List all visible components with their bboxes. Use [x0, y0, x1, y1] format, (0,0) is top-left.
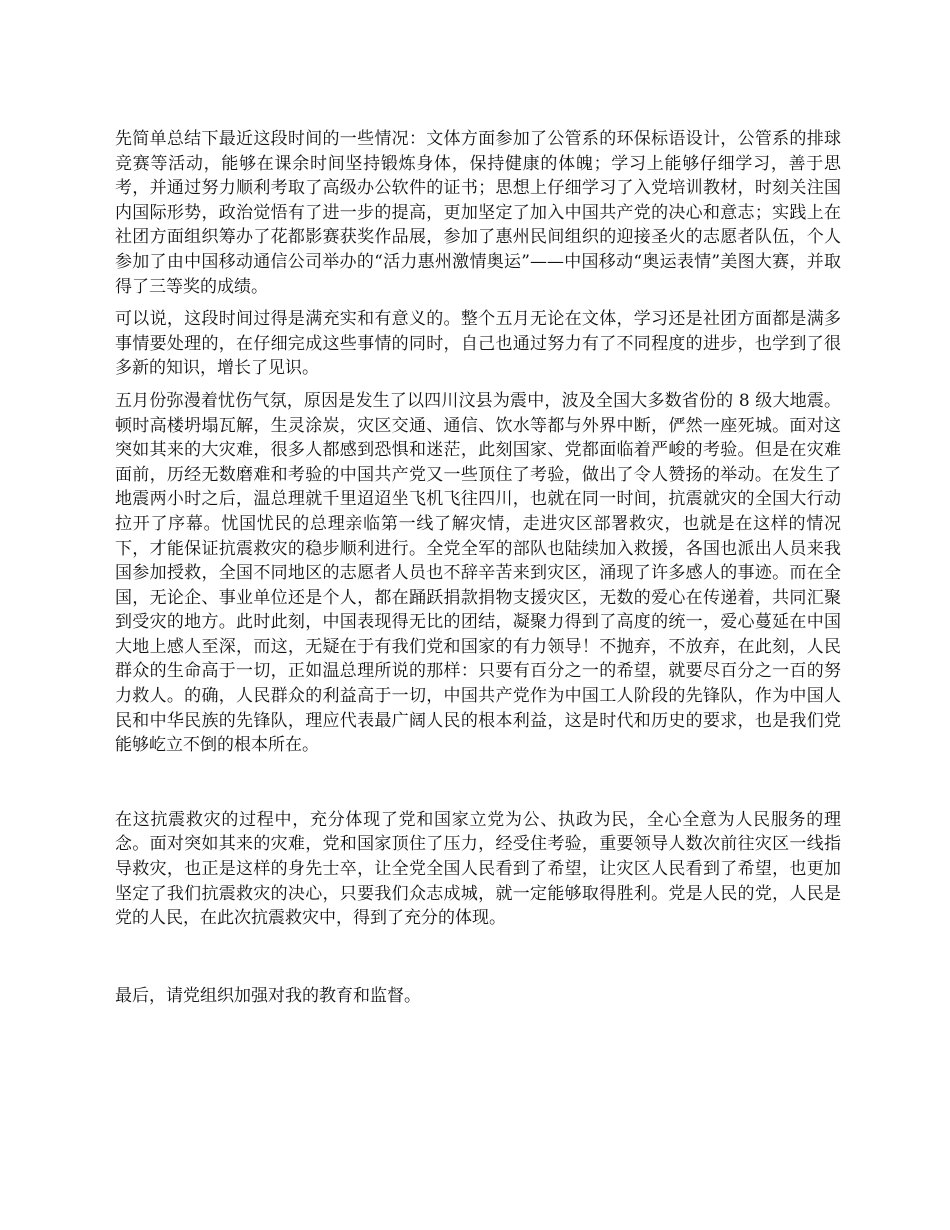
paragraph-relief-effort: 在这抗震救灾的过程中，充分体现了党和国家立党为公、执政为民，全心全意为人民服务的理念。面对突如其来的灾难，党和国家顶住了压力，经受住考验，重要领导人数次前往灾区一线指导救灾，也正是这样的身先士卒，让全党全国人民看到了希望，让灾区人民看到了希望，也更加坚定了我们抗震救灾的决心，只要我们众志成城，就一定能够取得胜利。党是人民的党，人民是党的人民，在此次抗震救灾中，得到了充分的体现。: [115, 809, 841, 929]
paragraph-summary: 先简单总结下最近这段时间的一些情况：文体方面参加了公管系的环保标语设计，公管系的排球竞赛等活动，能够在课余时间坚持锻炼身体，保持健康的体魄；学习上能够仔细学习，善于思考，并通过努力顺利考取了高级办公软件的证书；思想上仔细学习了入党培训教材，时刻关注国内国际形势，政治觉悟有了进一步的提高，更加坚定了加入中国共产党的决心和意志；实践上在社团方面组织筹办了花都影赛获奖作品展，参加了惠州民间组织的迎接圣火的志愿者队伍，个人参加了由中国移动通信公司举办的“活力惠州激情奥运”——中国移动“奥运表情”美图大赛，并取得了三等奖的成绩。: [115, 129, 841, 297]
paragraph-earthquake: 五月份弥漫着忧伤气氛，原因是发生了以四川汶县为震中，波及全国大多数省份的 8 级大地震。顿时高楼坍塌瓦解，生灵涂炭，灾区交通、通信、饮水等都与外界中断，俨然一座死城。面对这突如其来的大灾难，很多人都感到恐惧和迷茫，此刻国家、党都面临着严峻的考验。但是在灾难面前，历经无数磨难和考验的中国共产党又一些顶住了考验，做出了令人赞扬的举动。在发生了地震两小时之后，温总理就千里迢迢坐飞机飞往四川，也就在同一时间，抗震就灾的全国大行动拉开了序幕。忧国忧民的总理亲临第一线了解灾情，走进灾区部署救灾，也就是在这样的情况下，才能保证抗震救灾的稳步顺利进行。全党全军的部队也陆续加入救援，各国也派出人员来我国参加授救，全国不同地区的志愿者人员也不辞辛苦来到灾区，涌现了许多感人的事迹。而在全国，无论企、事业单位还是个人，都在踊跃捐款捐物支援灾区，无数的爱心在传递着，共同汇聚到受灾的地方。此时此刻，中国表现得无比的团结，凝聚力得到了高度的统一，爱心蔓延在中国大地上感人至深，而这，无疑在于有我们党和国家的有力领导！不抛弃，不放弃，在此刻，人民群众的生命高于一切，正如温总理所说的那样：只要有百分之一的希望，就要尽百分之一百的努力救人。的确，人民群众的利益高于一切，中国共产党作为中国工人阶段的先锋队，作为中国人民和中华民族的先锋队，理应代表最广阔人民的根本利益，这是时代和历史的要求，也是我们党能够屹立不倒的根本所在。: [115, 390, 841, 756]
paragraph-spacer: [115, 766, 841, 808]
document-body: [115, 127, 841, 1016]
paragraph-reflection: 可以说，这段时间过得是满充实和有意义的。整个五月无论在文体，学习还是社团方面都是满多事情要处理的，在仔细完成这些事情的同时，自己也通过努力有了不同程度的进步，也学到了很多新的知识，增长了见识。: [115, 309, 841, 379]
paragraph-closing: 最后，请党组织加强对我的教育和监督。: [115, 985, 421, 1006]
paragraph-spacer: [115, 939, 841, 984]
